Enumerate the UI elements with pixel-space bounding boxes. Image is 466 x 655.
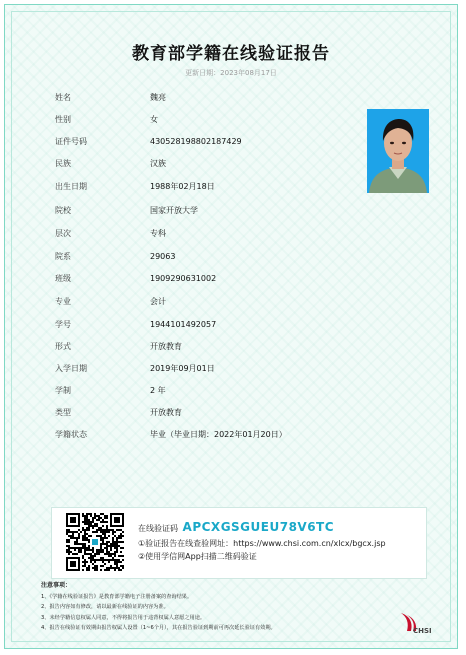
portrait-image — [367, 109, 429, 193]
field-label: 类型 — [55, 408, 71, 417]
field-label: 层次 — [55, 229, 71, 238]
field-label: 入学日期 — [55, 364, 87, 373]
note-item: 4、报告在线验证有效期由报告权属人设置（1~6个月），其在报告验证到期前可再次延长验证有效期。 — [41, 625, 276, 631]
field-value: 2019年09月01日 — [150, 364, 215, 373]
field-value: 会计 — [150, 297, 166, 306]
verification-code-label: 在线验证码 — [138, 524, 178, 533]
field-label: 出生日期 — [55, 182, 87, 191]
notes-section — [41, 581, 276, 634]
notes-title: 注意事项： — [41, 582, 72, 589]
field-value: 毕业（毕业日期：2022年01月20日） — [150, 430, 287, 439]
verification-code-line — [138, 520, 334, 534]
field-value: 1944101492057 — [150, 320, 217, 329]
field-label: 性别 — [55, 115, 71, 124]
field-value: 汉族 — [150, 159, 166, 168]
field-value: 开放教育 — [150, 342, 182, 351]
field-value: 1909290631002 — [150, 274, 217, 283]
qr-code-icon — [66, 513, 124, 571]
report-title: 教育部学籍在线验证报告 — [132, 44, 330, 64]
field-value: 430528198802187429 — [150, 137, 242, 146]
field-label: 院校 — [55, 206, 71, 215]
field-value: 1988年02月18日 — [150, 182, 215, 191]
verification-url-line[interactable]: ①验证报告在线查验网址：https://www.chsi.com.cn/xlcx/bgcx.jsp — [138, 539, 386, 548]
note-item: 3、未经学籍信息权属人同意，不得将报告用于违背权属人意愿之用途。 — [41, 614, 206, 621]
note-item: 1、《学籍在线验证报告》是教育部学籍电子注册备案的查询结果。 — [41, 593, 193, 600]
field-value: 29063 — [150, 252, 176, 261]
field-value: 国家开放大学 — [150, 206, 198, 215]
field-label: 班级 — [55, 274, 71, 283]
update-date: 更新日期：2023年08月17日 — [185, 69, 277, 77]
chsi-logo-text: CHSI — [413, 627, 432, 635]
field-label: 学籍状态 — [55, 430, 87, 439]
field-label: 学号 — [55, 320, 71, 329]
field-label: 民族 — [55, 159, 71, 168]
field-label: 证件号码 — [55, 137, 87, 146]
field-value: 开放教育 — [150, 408, 182, 417]
verification-box — [51, 507, 427, 579]
field-label: 专业 — [55, 297, 71, 306]
qr-code[interactable] — [66, 513, 124, 571]
student-photo — [367, 109, 429, 193]
field-label: 姓名 — [55, 93, 71, 102]
field-value: 女 — [150, 115, 158, 124]
field-value: 魏亮 — [150, 93, 166, 102]
field-label: 院系 — [55, 252, 71, 261]
field-label: 学制 — [55, 386, 71, 395]
report-page — [4, 4, 458, 649]
verification-code: APCXGSGUEU78V6TC — [182, 520, 335, 534]
verification-app-line: ②使用学信网App扫描二维码验证 — [138, 552, 257, 561]
field-value: 2 年 — [150, 386, 166, 395]
field-value: 专科 — [150, 229, 166, 238]
note-item: 2、报告内容如有修改，请以最新在线验证的内容为准。 — [41, 604, 169, 610]
field-label: 形式 — [55, 342, 71, 351]
